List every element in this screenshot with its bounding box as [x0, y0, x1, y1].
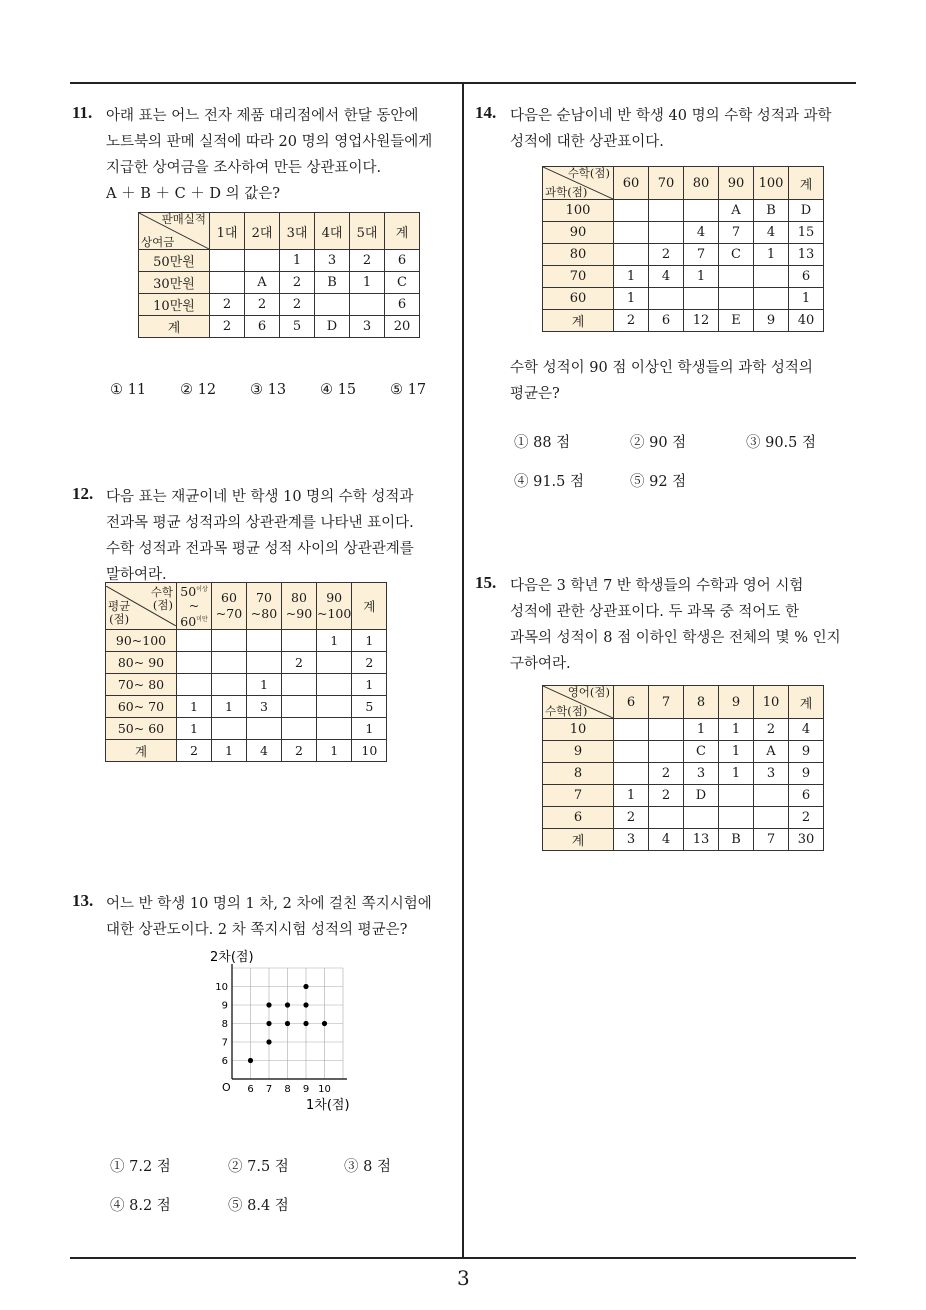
q13-choice-1[interactable]: ① 7.2 점 [110, 1159, 171, 1175]
table-cell: 12 [684, 310, 719, 332]
row-label: 70 [543, 266, 614, 288]
table-cell: 7 [719, 222, 754, 244]
q12-col-header: 계 [352, 583, 387, 630]
q12-col-header: 90 ~100 [317, 583, 352, 630]
table-cell: 6 [245, 316, 280, 338]
table-cell: 1 [212, 740, 247, 762]
q11-text-line: 지급한 상여금을 조사하여 만든 상관표이다. [106, 160, 382, 176]
table-row [106, 674, 387, 696]
table-cell: 2 [210, 316, 245, 338]
table-cell: 1 [280, 250, 315, 272]
table-cell: 2 [177, 740, 212, 762]
table-cell: 3 [247, 696, 282, 718]
table-cell: 1 [789, 288, 824, 310]
q13-text-line: 대한 상관도이다. 2 차 쪽지시험 성적의 평균은? [106, 922, 408, 938]
y-tick-label: 7 [221, 1037, 228, 1049]
row-label: 90~100 [106, 630, 177, 652]
table-cell [282, 718, 317, 740]
q14-col-header: 70 [649, 167, 684, 200]
q15-corner-top: 영어(점) [567, 685, 610, 699]
table-row [543, 719, 824, 741]
table-cell: 2 [614, 807, 649, 829]
table-cell [719, 807, 754, 829]
table-cell: 1 [614, 266, 649, 288]
y-tick-label: 6 [221, 1056, 228, 1067]
q14-col-header: 80 [684, 167, 719, 200]
table-cell: 1 [317, 630, 352, 652]
table-row [543, 785, 824, 807]
table-cell [684, 807, 719, 829]
q14-after-line: 수학 성적이 90 점 이상인 학생들의 과학 성적의 [510, 360, 813, 376]
table-cell: 30 [789, 829, 824, 851]
table-cell: 1 [719, 719, 754, 741]
table-cell: D [315, 316, 350, 338]
q12-text-line: 전과목 평균 성적과의 상관관계를 나타낸 표이다. [106, 515, 414, 531]
table-row [543, 222, 824, 244]
row-label: 60 [543, 288, 614, 310]
table-cell: 1 [614, 785, 649, 807]
table-cell [684, 288, 719, 310]
table-row [543, 310, 824, 332]
row-label: 70~ 80 [106, 674, 177, 696]
table-cell: E [719, 310, 754, 332]
table-cell: 1 [247, 674, 282, 696]
q13-choice-3[interactable]: ③ 8 점 [344, 1159, 391, 1175]
q11-corner-bottom: 상여금 [141, 235, 175, 249]
q13-number: 13. [72, 891, 94, 910]
table-cell: 6 [789, 266, 824, 288]
q12-text-line: 다음 표는 재균이네 반 학생 10 명의 수학 성적과 [106, 489, 414, 505]
x-tick-label: 10 [318, 1084, 331, 1095]
table-row [543, 741, 824, 763]
page-number: 3 [457, 1266, 470, 1290]
table-row [106, 740, 387, 762]
table-cell [245, 250, 280, 272]
table-cell [247, 718, 282, 740]
q15-col-header: 9 [719, 686, 754, 719]
q13-choice-4[interactable]: ④ 8.2 점 [110, 1198, 171, 1214]
table-cell: 1 [684, 266, 719, 288]
scatter-point [285, 1002, 290, 1007]
table-cell: 2 [282, 652, 317, 674]
table-cell [282, 630, 317, 652]
q14-col-header: 100 [754, 167, 789, 200]
table-row [106, 630, 387, 652]
table-cell: 13 [789, 244, 824, 266]
row-label: 80~ 90 [106, 652, 177, 674]
table-cell: 2 [350, 250, 385, 272]
row-label: 60~ 70 [106, 696, 177, 718]
table-cell: 2 [649, 244, 684, 266]
q15-corner-cell [543, 686, 614, 719]
table-cell [317, 652, 352, 674]
table-cell: 9 [754, 310, 789, 332]
table-cell: 2 [789, 807, 824, 829]
q12-corner-bottom: 평균 (점) [108, 599, 131, 627]
table-cell: 2 [649, 785, 684, 807]
table-cell [649, 222, 684, 244]
q14-choice-1[interactable]: ① 88 점 [514, 435, 571, 451]
table-row [543, 200, 824, 222]
q15-col-header: 계 [789, 686, 824, 719]
bottom-rule [70, 1257, 856, 1259]
q14-col-header: 계 [789, 167, 824, 200]
origin-label: O [222, 1081, 231, 1094]
table-cell [719, 266, 754, 288]
y-tick-label: 8 [221, 1019, 228, 1030]
table-cell: 1 [212, 696, 247, 718]
q11-choice-5[interactable]: ⑤ 17 [390, 382, 427, 398]
q11-col-header: 2대 [245, 213, 280, 250]
table-cell: 7 [684, 244, 719, 266]
table-cell: 1 [177, 696, 212, 718]
table-row [543, 829, 824, 851]
table-cell: 2 [280, 294, 315, 316]
table-cell: B [754, 200, 789, 222]
q11-col-header: 계 [385, 213, 420, 250]
y-tick-label: 10 [215, 982, 228, 993]
table-cell: 6 [385, 294, 420, 316]
q12-col-header: 80 ~90 [282, 583, 317, 630]
table-cell: A [245, 272, 280, 294]
q12-table [105, 582, 387, 762]
table-row [106, 652, 387, 674]
table-cell [614, 719, 649, 741]
q11-corner-top: 판매실적 [161, 212, 206, 226]
q15-col-header: 10 [754, 686, 789, 719]
q14-choice-2[interactable]: ② 90 점 [630, 435, 687, 451]
table-cell [614, 741, 649, 763]
q14-text-line: 성적에 대한 상관표이다. [510, 134, 664, 150]
table-cell [212, 674, 247, 696]
table-cell: 2 [649, 763, 684, 785]
table-cell: 7 [754, 829, 789, 851]
row-label: 계 [543, 829, 614, 851]
scatter-point [303, 1021, 308, 1026]
q14-col-header: 60 [614, 167, 649, 200]
q15-number: 15. [475, 573, 497, 592]
q11-col-header: 1대 [210, 213, 245, 250]
scatter-point [266, 1039, 271, 1044]
table-cell [212, 630, 247, 652]
x-tick-label: 8 [284, 1084, 291, 1095]
column-divider [462, 84, 464, 1258]
q11-text-line: 아래 표는 어느 전자 제품 대리점에서 한달 동안에 [106, 108, 419, 124]
q14-choice-5[interactable]: ⑤ 92 점 [630, 474, 687, 490]
x-tick-label: 7 [265, 1084, 273, 1095]
table-cell: B [719, 829, 754, 851]
q12-col-header: 70 ~80 [247, 583, 282, 630]
scatter-point [248, 1058, 253, 1063]
q11-choice-1[interactable]: ① 11 [110, 382, 147, 398]
q14-corner-cell [543, 167, 614, 200]
row-label: 10 [543, 719, 614, 741]
table-cell: 4 [684, 222, 719, 244]
table-row [543, 288, 824, 310]
y-tick-label: 9 [221, 1000, 228, 1012]
table-cell [614, 222, 649, 244]
table-cell [684, 200, 719, 222]
row-label: 계 [106, 740, 177, 762]
table-cell [649, 741, 684, 763]
table-cell: C [719, 244, 754, 266]
table-cell: 2 [282, 740, 317, 762]
q15-col-header: 6 [614, 686, 649, 719]
q14-number: 14. [475, 103, 497, 122]
table-cell [210, 272, 245, 294]
q11-text-line: A ＋ B ＋ C ＋ D 의 값은? [106, 186, 281, 202]
q11-col-header: 5대 [350, 213, 385, 250]
row-label: 7 [543, 785, 614, 807]
q11-col-header: 3대 [280, 213, 315, 250]
table-cell: 3 [315, 250, 350, 272]
scatter-point [303, 1002, 308, 1007]
table-cell: 4 [789, 719, 824, 741]
table-cell [719, 288, 754, 310]
q14-corner-top: 수학(점) [567, 166, 610, 180]
table-cell [177, 630, 212, 652]
q15-corner-bottom: 수학(점) [545, 704, 588, 718]
table-cell: C [385, 272, 420, 294]
table-cell: 2 [210, 294, 245, 316]
table-cell [212, 718, 247, 740]
table-row [139, 294, 420, 316]
table-cell: B [315, 272, 350, 294]
q11-choice-3[interactable]: ③ 13 [250, 382, 287, 398]
table-cell [317, 674, 352, 696]
table-cell [649, 807, 684, 829]
table-cell: 2 [352, 652, 387, 674]
table-cell [614, 244, 649, 266]
q11-number: 11. [72, 103, 93, 122]
table-cell: 10 [352, 740, 387, 762]
table-cell: 3 [684, 763, 719, 785]
table-cell [754, 266, 789, 288]
table-row [106, 718, 387, 740]
table-cell [649, 288, 684, 310]
table-cell: 4 [754, 222, 789, 244]
table-cell: 4 [247, 740, 282, 762]
scatter-point [303, 984, 308, 989]
q15-text-line: 과목의 성적이 8 점 이하인 학생은 전체의 몇 % 인지 [510, 630, 841, 646]
row-label: 6 [543, 807, 614, 829]
q14-choice-3[interactable]: ③ 90.5 점 [746, 435, 817, 451]
table-cell: 40 [789, 310, 824, 332]
table-cell [315, 294, 350, 316]
table-cell: 6 [649, 310, 684, 332]
q11-choice-2[interactable]: ② 12 [180, 382, 217, 398]
row-label: 90 [543, 222, 614, 244]
table-cell [719, 785, 754, 807]
row-label: 10만원 [139, 294, 210, 316]
q15-text-line: 다음은 3 학년 7 반 학생들의 수학과 영어 시험 [510, 578, 804, 594]
table-cell: D [684, 785, 719, 807]
scatter-point [266, 1021, 271, 1026]
q14-text-line: 다음은 순남이네 반 학생 40 명의 수학 성적과 과학 [510, 108, 832, 124]
table-row [139, 272, 420, 294]
table-cell [614, 763, 649, 785]
table-cell [754, 288, 789, 310]
q13-text-line: 어느 반 학생 10 명의 1 차, 2 차에 걸친 쪽지시험에 [106, 896, 432, 912]
q11-col-header: 4대 [315, 213, 350, 250]
q11-table [138, 212, 420, 338]
q12-col-header: $50^{이상}$ ~ $60^{미만}$ [177, 583, 212, 630]
q11-choice-4[interactable]: ④ 15 [320, 382, 357, 398]
table-cell [649, 719, 684, 741]
row-label: 50만원 [139, 250, 210, 272]
q11-text-line: 노트북의 판메 실적에 따라 20 명의 영업사원들에게 [106, 134, 433, 150]
y-axis-label: 2차(점) [210, 950, 254, 965]
q12-col-header: 60 ~70 [212, 583, 247, 630]
q14-table [542, 166, 824, 332]
q12-text-line: 말하여라. [106, 567, 167, 583]
q13-choice-5[interactable]: ⑤ 8.4 점 [228, 1198, 289, 1214]
q12-number: 12. [72, 484, 94, 503]
table-cell [317, 718, 352, 740]
table-cell: 1 [352, 674, 387, 696]
table-cell: C [684, 741, 719, 763]
x-axis-label: 1차(점) [306, 1098, 350, 1113]
q14-after-line: 평균은? [510, 386, 560, 402]
table-cell [282, 674, 317, 696]
table-cell: 2 [245, 294, 280, 316]
table-cell [350, 294, 385, 316]
table-row [543, 763, 824, 785]
table-cell [754, 807, 789, 829]
table-cell: 5 [352, 696, 387, 718]
q14-col-header: 90 [719, 167, 754, 200]
q12-corner-cell [106, 583, 177, 630]
q12-text-line: 수학 성적과 전과목 평균 성적 사이의 상관관계를 [106, 541, 414, 557]
table-cell: 3 [350, 316, 385, 338]
row-label: 80 [543, 244, 614, 266]
table-cell [247, 630, 282, 652]
row-label: 30만원 [139, 272, 210, 294]
table-cell: 1 [614, 288, 649, 310]
table-cell: 9 [789, 763, 824, 785]
table-cell [177, 652, 212, 674]
q15-text-line: 구하여라. [510, 656, 571, 672]
x-tick-label: 9 [302, 1084, 310, 1095]
table-row [139, 316, 420, 338]
table-cell [649, 200, 684, 222]
table-cell: 1 [684, 719, 719, 741]
table-cell: 20 [385, 316, 420, 338]
table-cell [317, 696, 352, 718]
row-label: 50~ 60 [106, 718, 177, 740]
q12-corner-top: 수학 (점) [150, 585, 173, 613]
table-row [139, 250, 420, 272]
table-cell: 6 [385, 250, 420, 272]
row-label: 계 [139, 316, 210, 338]
table-cell: 1 [177, 718, 212, 740]
table-cell: 1 [350, 272, 385, 294]
table-row [543, 266, 824, 288]
table-cell [177, 674, 212, 696]
table-row [106, 696, 387, 718]
table-cell [210, 250, 245, 272]
scatter-point [285, 1021, 290, 1026]
row-label: 계 [543, 310, 614, 332]
table-cell: 1 [719, 741, 754, 763]
table-cell: 4 [649, 266, 684, 288]
table-cell: 2 [280, 272, 315, 294]
x-tick-label: 6 [247, 1084, 254, 1095]
table-cell: 1 [352, 718, 387, 740]
row-label: 100 [543, 200, 614, 222]
table-row [543, 244, 824, 266]
q11-corner-cell [139, 213, 210, 250]
table-cell: 1 [719, 763, 754, 785]
q14-corner-bottom: 과학(점) [545, 185, 588, 199]
table-cell [247, 652, 282, 674]
table-cell: 3 [754, 763, 789, 785]
table-cell: 5 [280, 316, 315, 338]
table-row [543, 807, 824, 829]
q15-text-line: 성적에 관한 상관표이다. 두 과목 중 적어도 한 [510, 604, 799, 620]
row-label: 9 [543, 741, 614, 763]
table-cell [754, 785, 789, 807]
table-cell [282, 696, 317, 718]
table-cell: 2 [614, 310, 649, 332]
scatter-point [322, 1021, 327, 1026]
table-cell: D [789, 200, 824, 222]
q13-choice-2[interactable]: ② 7.5 점 [228, 1159, 289, 1175]
table-cell [614, 200, 649, 222]
q14-choice-4[interactable]: ④ 91.5 점 [514, 474, 585, 490]
table-cell: 1 [317, 740, 352, 762]
table-cell: 1 [754, 244, 789, 266]
table-cell: A [754, 741, 789, 763]
row-label: 8 [543, 763, 614, 785]
table-cell: 1 [352, 630, 387, 652]
table-cell: 15 [789, 222, 824, 244]
table-cell: 4 [649, 829, 684, 851]
scatter-point [266, 1002, 271, 1007]
table-cell [212, 652, 247, 674]
table-cell: 9 [789, 741, 824, 763]
q15-col-header: 8 [684, 686, 719, 719]
table-cell: 13 [684, 829, 719, 851]
table-cell: A [719, 200, 754, 222]
q13-scatter-chart [200, 945, 370, 1115]
q15-col-header: 7 [649, 686, 684, 719]
q15-table [542, 685, 824, 851]
table-cell: 3 [614, 829, 649, 851]
table-cell: 6 [789, 785, 824, 807]
table-cell: 2 [754, 719, 789, 741]
